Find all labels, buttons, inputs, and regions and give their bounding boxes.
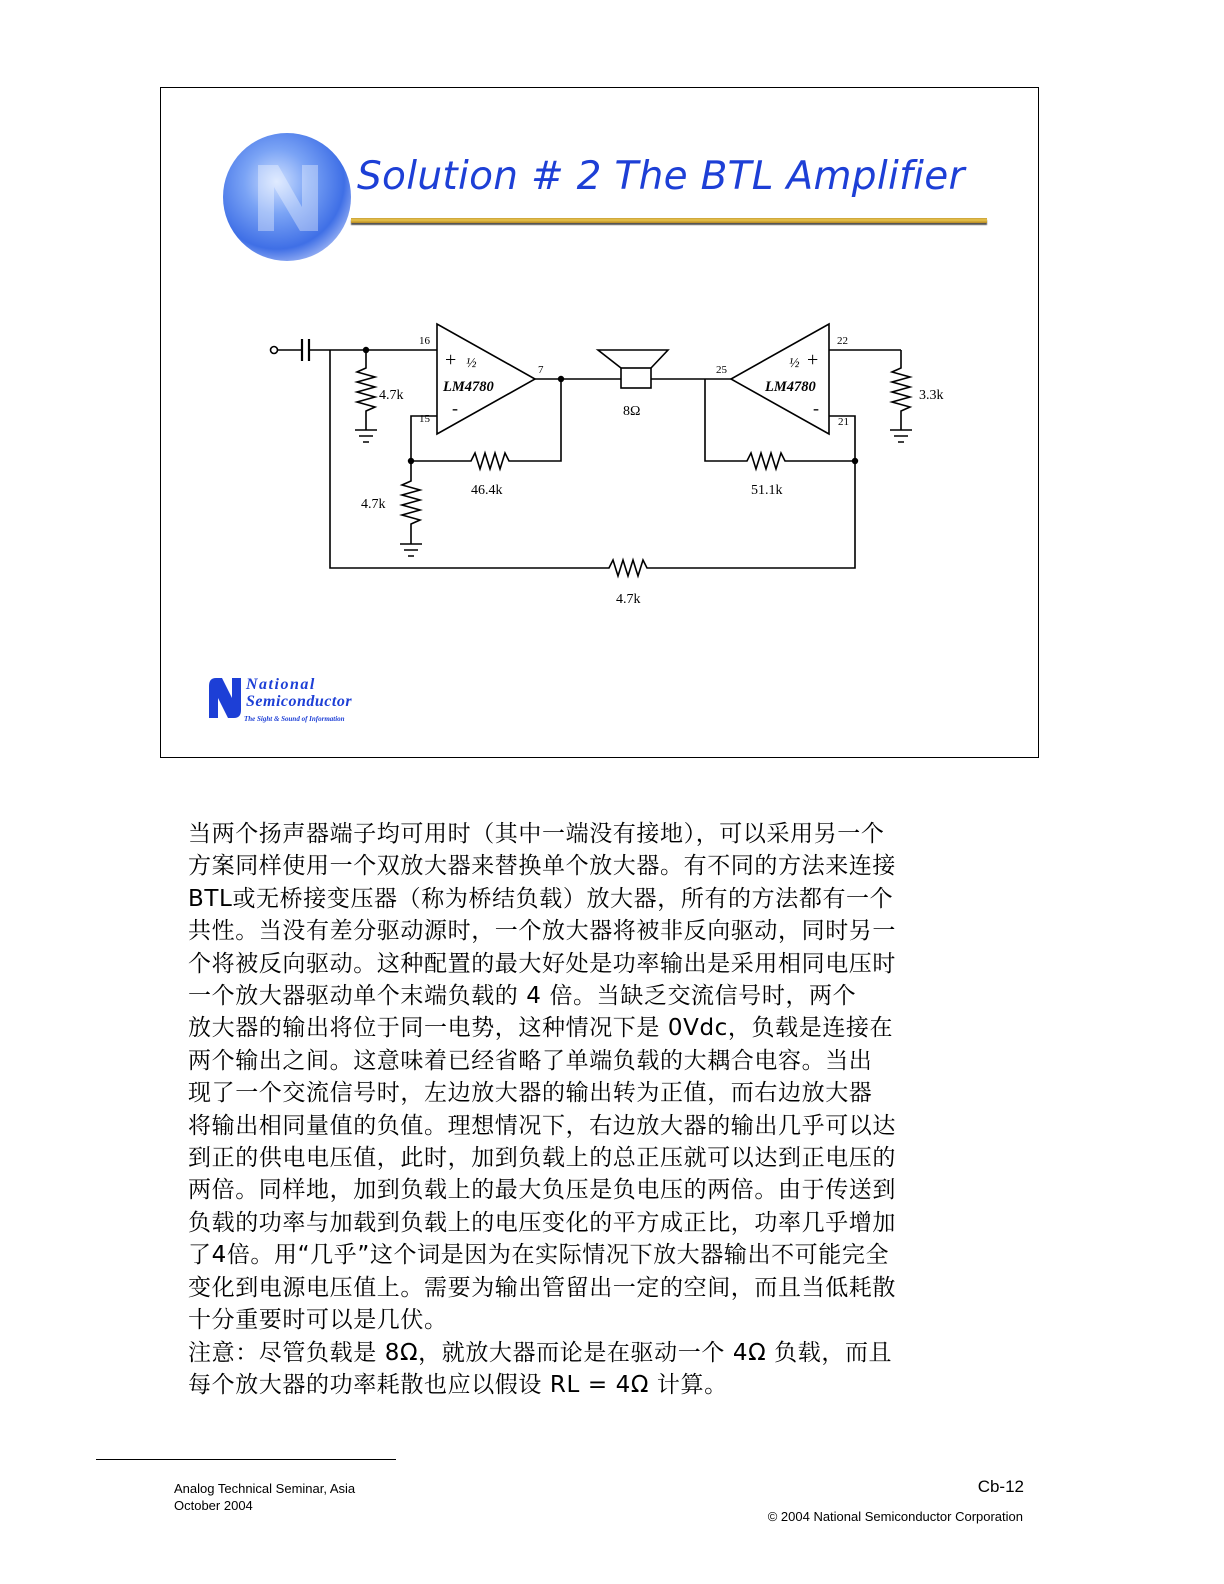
body-line: 个将被反向驱动。这种配置的最大好处是功率输出是采用相同电压时 [188,950,896,977]
body-line: 方案同样使用一个双放大器来替换单个放大器。有不同的方法来连接 [188,853,896,880]
left-ground-resistor [402,461,420,544]
pin-21: 21 [838,416,849,428]
body-line: 现了一个交流信号时，左边放大器的输出转为正值，而右边放大器 [188,1080,873,1107]
pin-15: 15 [419,413,430,425]
copyright-notice: © 2004 National Semiconductor Corporation [767,1509,1023,1524]
input-terminal [271,347,278,354]
speaker-cone [598,350,668,368]
right-feedback-label: 51.1k [751,483,783,498]
left-amp-minus: - [452,398,458,418]
body-paragraph [188,818,1008,1401]
logo-name-semiconductor: Semiconductor [246,693,353,710]
body-line: 放大器的输出将位于同一电势，这种情况下是 0Vdc，负载是连接在 [188,1015,894,1042]
ground-symbol [355,430,377,442]
body-line: 到正的供电电压值，此时，加到负载上的总正压就可以达到正电压的 [188,1145,896,1172]
body-line: 了4倍。用“几乎”这个词是因为在实际情况下放大器输出不可能完全 [188,1242,890,1269]
left-amp-part: LM4780 [443,379,494,395]
footer-date: October 2004 [174,1498,253,1513]
note-line: 注意：尽管负载是 8Ω，就放大器而论是在驱动一个 4Ω 负载，而且 [188,1339,893,1366]
body-line: 负载的功率与加载到负载上的电压变化的平方成正比，功率几乎增加 [188,1209,896,1236]
body-line: 变化到电源电压值上。需要为输出管留出一定的空间，而且当低耗散 [188,1274,896,1301]
body-line: 两倍。同样地，加到负载上的最大负压是负电压的两倍。由于传送到 [188,1177,896,1204]
bridge-label: 4.7k [616,592,641,607]
pin-22: 22 [837,335,848,347]
national-semiconductor-logo [206,674,381,734]
input-shunt-label: 4.7k [379,388,404,403]
right-amp-part: LM4780 [765,379,816,395]
national-n-icon [206,676,244,720]
pin-16: 16 [419,335,430,347]
body-line: 将输出相同量值的负值。理想情况下，右边放大器的输出几乎可以达 [188,1112,896,1139]
left-amp-fraction: ½ [466,356,477,371]
body-line: 十分重要时可以是几伏。 [188,1307,448,1334]
logo-tagline: The Sight & Sound of Information [244,715,345,723]
speaker-voice-coil [621,368,651,388]
body-line: BTL或无桥接变压器（称为桥结负载）放大器，所有的方法都有一个 [188,885,894,912]
pin-25: 25 [716,364,727,376]
right-amp-minus: - [813,398,819,418]
page-number: Cb-12 [977,1477,1024,1496]
slide-title: Solution # 2 The BTL Amplifier [357,154,965,199]
right-bias-resistor [892,350,910,430]
right-bias-label: 3.3k [919,388,944,403]
speaker-impedance-label: 8Ω [623,404,641,419]
body-line: 两个输出之间。这意味着已经省略了单端负载的大耦合电容。当出 [188,1047,873,1074]
left-feedback-label: 46.4k [471,483,503,498]
input-capacitor [302,339,309,361]
right-amp-fraction: ½ [789,356,800,371]
right-amp-plus: + [807,349,819,371]
footer-left [174,1480,355,1514]
pin-7: 7 [538,364,544,376]
logo-name-national: National [246,676,316,693]
footer-seminar: Analog Technical Seminar, Asia [174,1481,356,1496]
ground-symbol [890,430,912,442]
body-line: 当两个扬声器端子均可用时（其中一端没有接地），可以采用另一个 [188,821,885,847]
left-ground-label: 4.7k [361,497,386,512]
note-line: 每个放大器的功率耗散也应以假设 RL = 4Ω 计算。 [188,1371,728,1398]
slide-frame [160,87,1039,758]
ground-symbol [400,544,422,556]
input-shunt-resistor [357,350,375,430]
footer-divider [96,1459,396,1460]
left-amp-plus: + [445,349,457,371]
btl-circuit-diagram [161,88,1038,757]
body-line: 一个放大器驱动单个末端负载的 4 倍。当缺乏交流信号时，两个 [188,983,857,1010]
body-line: 共性。当没有差分驱动源时，一个放大器将被非反向驱动，同时另一 [188,918,896,945]
